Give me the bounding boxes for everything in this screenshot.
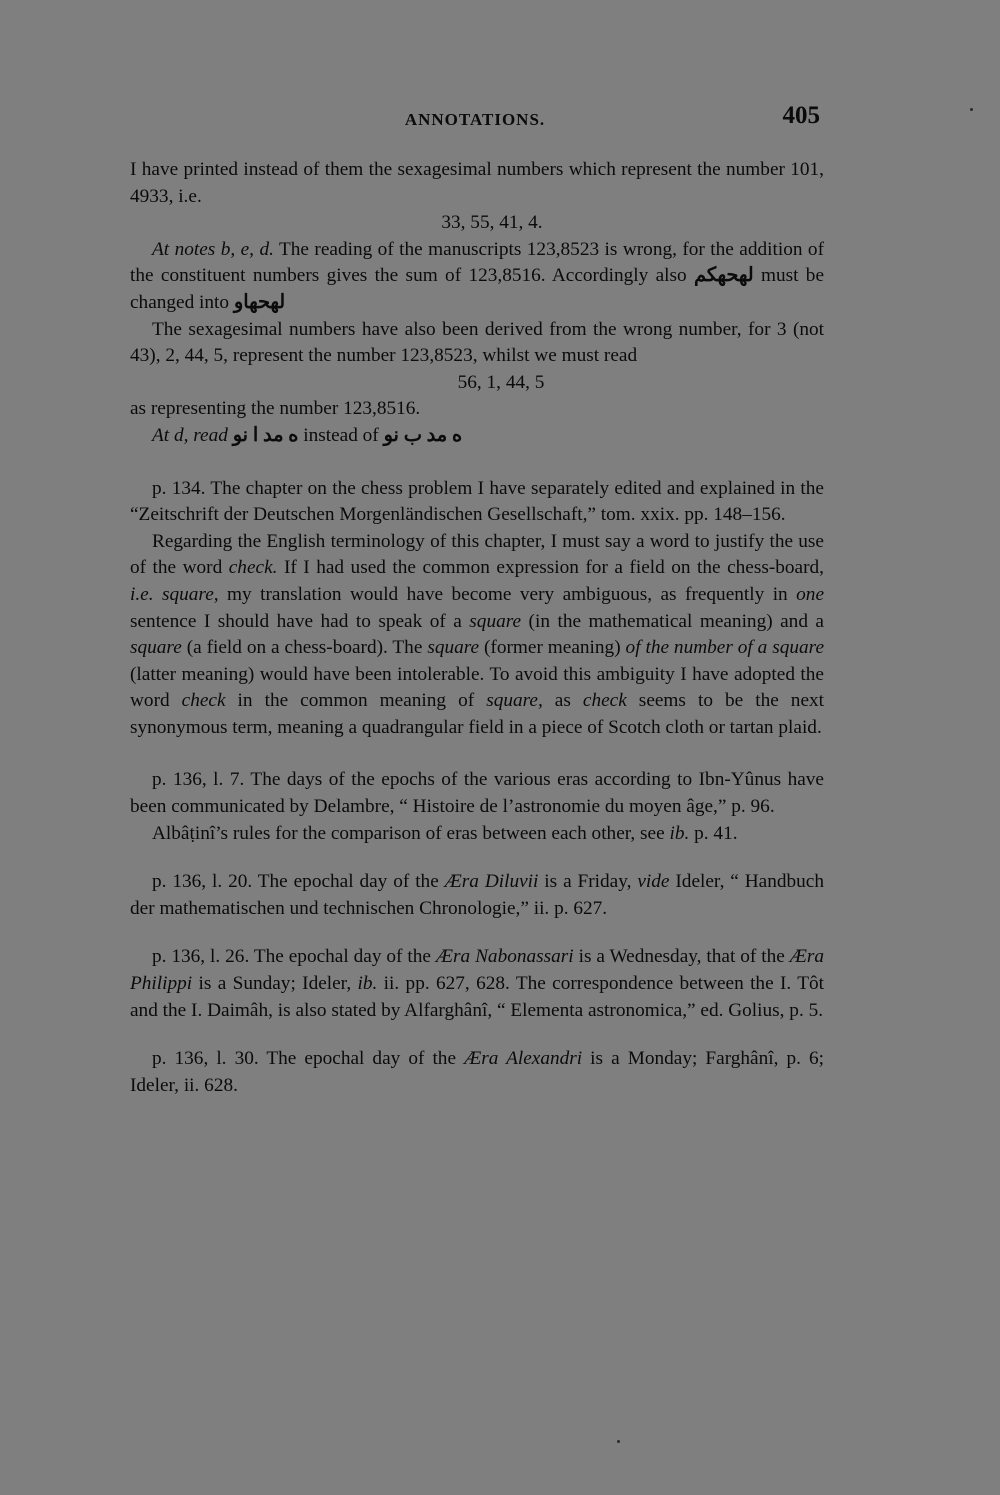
paragraph-at-d <box>130 423 824 450</box>
at-d-mid: instead of <box>303 424 379 446</box>
notes-body: The reading of the manuscripts 123,8523 is wrong, for the addition of the constituent numbers gives the sum of 123,8516. Accordingly also <box>130 238 824 287</box>
paragraph-alexandri: p. 136, l. 30. The epochal day of the Æra Alexandri is a Monday; Farghânî, p. 6; Ideler, ii. 628. <box>130 1048 825 1096</box>
notes-mid: must be changed into <box>130 265 824 313</box>
paragraph-derived: The sexagesimal numbers have also been derived from the wrong number, for 3 (not 43), 2, 44, 5, represent the number 123,8523, whilst we must read <box>130 318 824 367</box>
notes-lead: At notes b, e, d. <box>152 238 274 260</box>
page-number: 405 <box>782 102 820 129</box>
paragraph-nabonassari: p. 136, l. 26. The epochal day of the Æra Nabonassari is a Wednesday, that of the Æra Philippi is a Sunday; Ideler, ib. ii. pp. 627, 628. The correspondence between the I. Tôt and the I. Daimâh, is also stated by Alfarghânî, “ Elementa astronomica,” ed. Golius, p. 5. <box>130 946 824 1021</box>
arabic-read: ه مد ا نو <box>232 424 299 446</box>
paragraph-terminology: Regarding the English terminology of this chapter, I must say a word to justify the use of the word check. If I had used the common expression for a field on the chess-board, i.e. square, my translation would have become very ambiguous, as frequently in one sentence I should have had to speak of a square (in the mathematical meaning) and a square (a field on a chess-board). The square (former meaning) of the number of a square (latter meaning) would have been intolerable. To avoid this ambiguity I have adopted the word check in the common meaning of square, as check seems to be the next synonymous term, meaning a quadrangular field in a piece of Scotch cloth or tartan plaid. <box>130 530 824 738</box>
scan-speck <box>617 1440 620 1443</box>
paragraph-sexagesimal: I have printed instead of them the sexagesimal numbers which represent the number 101, 4933, i.e. <box>130 159 824 207</box>
arabic-word-wrong: لهحهكم <box>694 265 754 287</box>
paragraph-diluvii: p. 136, l. 20. The epochal day of the Æra Diluvii is a Friday, vide Ideler, “ Handbuch der mathematischen und technischen Chronologie,” ii. p. 627. <box>130 871 825 919</box>
paragraph-albatini: Albâṭinî’s rules for the comparison of eras between each other, see ib. p. 41. <box>152 822 738 844</box>
arabic-instead: ه مد ب نو <box>383 424 463 446</box>
arabic-word-correct: لهحهاو <box>233 291 286 313</box>
page-header <box>130 102 820 136</box>
paragraph-chess: p. 134. The chapter on the chess problem I have separately edited and explained in the “Zeitschrift der Deutschen Morgenländischen Gesellschaft,” tom. xxix. pp. 148–156. <box>130 477 824 526</box>
paragraph-epochs: p. 136, l. 7. The days of the epochs of the various eras according to Ibn-Yûnus have been communicated by Delambre, “ Histoire de l’astronomie du moyen âge,” p. 96. <box>130 769 824 818</box>
scan-speck <box>970 108 973 111</box>
sexagesimal-numbers: 33, 55, 41, 4. <box>441 212 543 234</box>
running-head: ANNOTATIONS. <box>404 110 546 129</box>
representing-line: as representing the number 123,8516. <box>130 398 421 420</box>
at-d-lead: At d, read <box>152 424 228 446</box>
corrected-numbers: 56, 1, 44, 5 <box>457 371 545 393</box>
paragraph-notes <box>130 237 824 317</box>
body-text <box>130 157 824 1099</box>
